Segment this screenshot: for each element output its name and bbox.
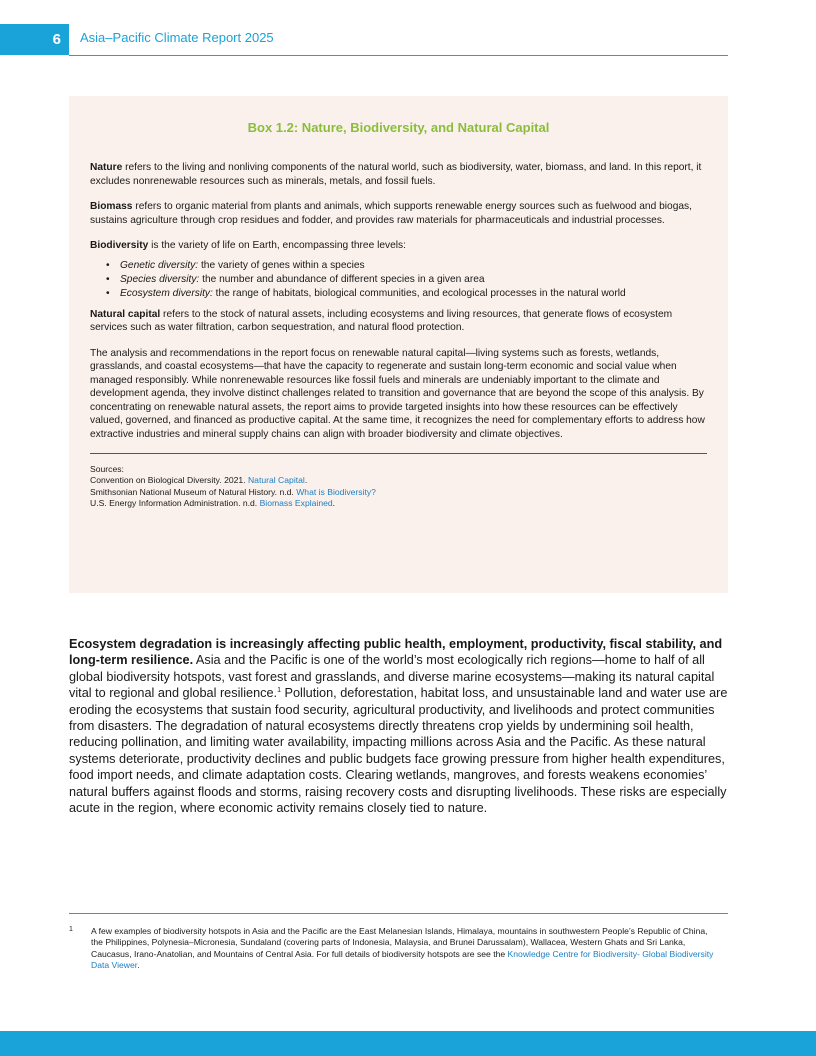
sources-divider — [90, 453, 707, 454]
running-title: Asia–Pacific Climate Report 2025 — [80, 30, 274, 45]
footnote — [69, 926, 719, 971]
analysis-paragraph: The analysis and recommendations in the report focus on renewable natural capital—living systems such as forests, wetlands, grasslands, and coastal ecosystems—that have the capacity to regenerate and sustain long-term economic and social value when managed responsibly. While nonrenewable resources like fossil fuels and minerals are undeniably important to the climate and development agenda, they involve distinct challenges related to transition and governance that are beyond the scope of this analysis. By concentrating on renewable natural assets, the report aims to provide targeted insights into how these resources can be effectively valued, governed, and financed as productive capital. At the same time, it recognizes the need for complementary efforts to address how extractive industries and mineral supply chains can align with broader biodiversity and climate objectives. — [90, 347, 705, 440]
natural-capital-definition: Natural capital refers to the stock of natural assets, including ecosystems and living resources, that generate flows of ecosystem services such as water filtration, carbon sequestration, and natural flood protection. — [90, 308, 673, 333]
footer-bar — [0, 1031, 816, 1056]
footnote-link[interactable]: Knowledge Centre for Biodiversity- Global Biodiversity Data Viewer — [91, 948, 714, 970]
header-divider — [69, 55, 728, 56]
footnote-mark: 1 — [69, 926, 73, 933]
list-item: • Genetic diversity: the variety of genes within a species — [106, 259, 707, 273]
nature-term: Nature — [90, 162, 123, 173]
sources-label: Sources: — [90, 464, 124, 474]
definition-box — [69, 96, 728, 593]
source-line: U.S. Energy Information Administration. n.d. Biomass Explained. — [90, 498, 336, 509]
source-line: Smithsonian National Museum of Natural History. n.d. What is Biodiversity? — [90, 486, 376, 497]
body-paragraph: Ecosystem degradation is increasingly affecting public health, employment, productivity, fiscal stability, and long-term resilience. Asia and the Pacific is one of the world’s most ecologically rich regions—home to half of all global biodiversity hotspots, vast forest and grasslands, and diverse marine ecosystems—making its natural capital vital to regional and global resilience.$^1$ Pollution, deforestation, habitat loss, and unsustainable land and water use are eroding the ecosystems that sustain food security, agricultural productivity, and livelihoods and protect communities from disasters. The degradation of natural ecosystems directly threatens crop yields by undermining soil health, reducing pollination, and limiting water availability, impacting millions across Asia and the Pacific. As these natural systems deteriorate, productivity declines and public budgets face growing pressure from higher health expenditures, food import needs, and climate adaptation costs. Clearing wetlands, mangroves, and forests weakens economies’ natural buffers against floods and storms, raising recovery costs and disrupting livelihoods. These risks are especially acute in the region, where economic activity remains closely tied to nature. — [69, 637, 728, 816]
natural-capital-term: Natural capital — [90, 308, 161, 320]
list-item: • Species diversity: the number and abundance of different species in a given area — [106, 273, 707, 287]
source-link[interactable]: What is Biodiversity? — [296, 486, 376, 497]
footnote-divider — [69, 913, 728, 914]
footnote-text: A few examples of biodiversity hotspots in Asia and the Pacific are the East Melanesian Islands, Himalaya, mountains in southwestern People’s Republic of China, the Philippines, Polynesia–Micronesia, Sundaland (covering parts of Indonesia, Malaysia, and Brunei Darussalam), Wallacea, Western Ghats and Sri Lanka, Caucasus, Irano-Anatolian, and Mountains of Central Asia. For full details of biodiversity hotspots are see the Knowledge Centre for Biodiversity- Global Biodiversity Data Viewer. — [91, 926, 714, 970]
list-item: • Ecosystem diversity: the range of habitats, biological communities, and ecological processes in the natural world — [106, 287, 707, 301]
footnote-reference[interactable]: 1 — [277, 686, 281, 694]
biodiversity-term: Biodiversity — [90, 240, 149, 251]
biodiversity-definition: Biodiversity is the variety of life on Earth, encompassing three levels: — [90, 240, 406, 251]
source-link[interactable]: Biomass Explained — [259, 498, 333, 509]
biomass-term: Biomass — [90, 201, 133, 212]
page-number: 6 — [0, 24, 69, 55]
nature-definition: Nature refers to the living and nonliving components of the natural world, such as biodiversity, water, biomass, and land. In this report, it excludes nonrenewable resources such as minerals, metals, and fossil fuels. — [90, 162, 702, 187]
source-link[interactable]: Natural Capital — [247, 475, 305, 486]
sources — [90, 464, 707, 510]
box-title: Box 1.2: Nature, Biodiversity, and Natural Capital — [247, 120, 550, 135]
biomass-definition: Biomass refers to organic material from plants and animals, which supports renewable energy sources such as fuelwood and biogas, sustains agriculture through crop residues and fodder, and provides raw materials for pharmaceuticals and industrial processes. — [90, 201, 692, 226]
lead-sentence: Ecosystem degradation is increasingly affecting public health, employment, productivity, fiscal stability, and long-term resilience. — [69, 637, 723, 668]
biodiversity-levels — [90, 259, 707, 301]
source-line: Convention on Biological Diversity. 2021. Natural Capital. — [90, 475, 308, 486]
